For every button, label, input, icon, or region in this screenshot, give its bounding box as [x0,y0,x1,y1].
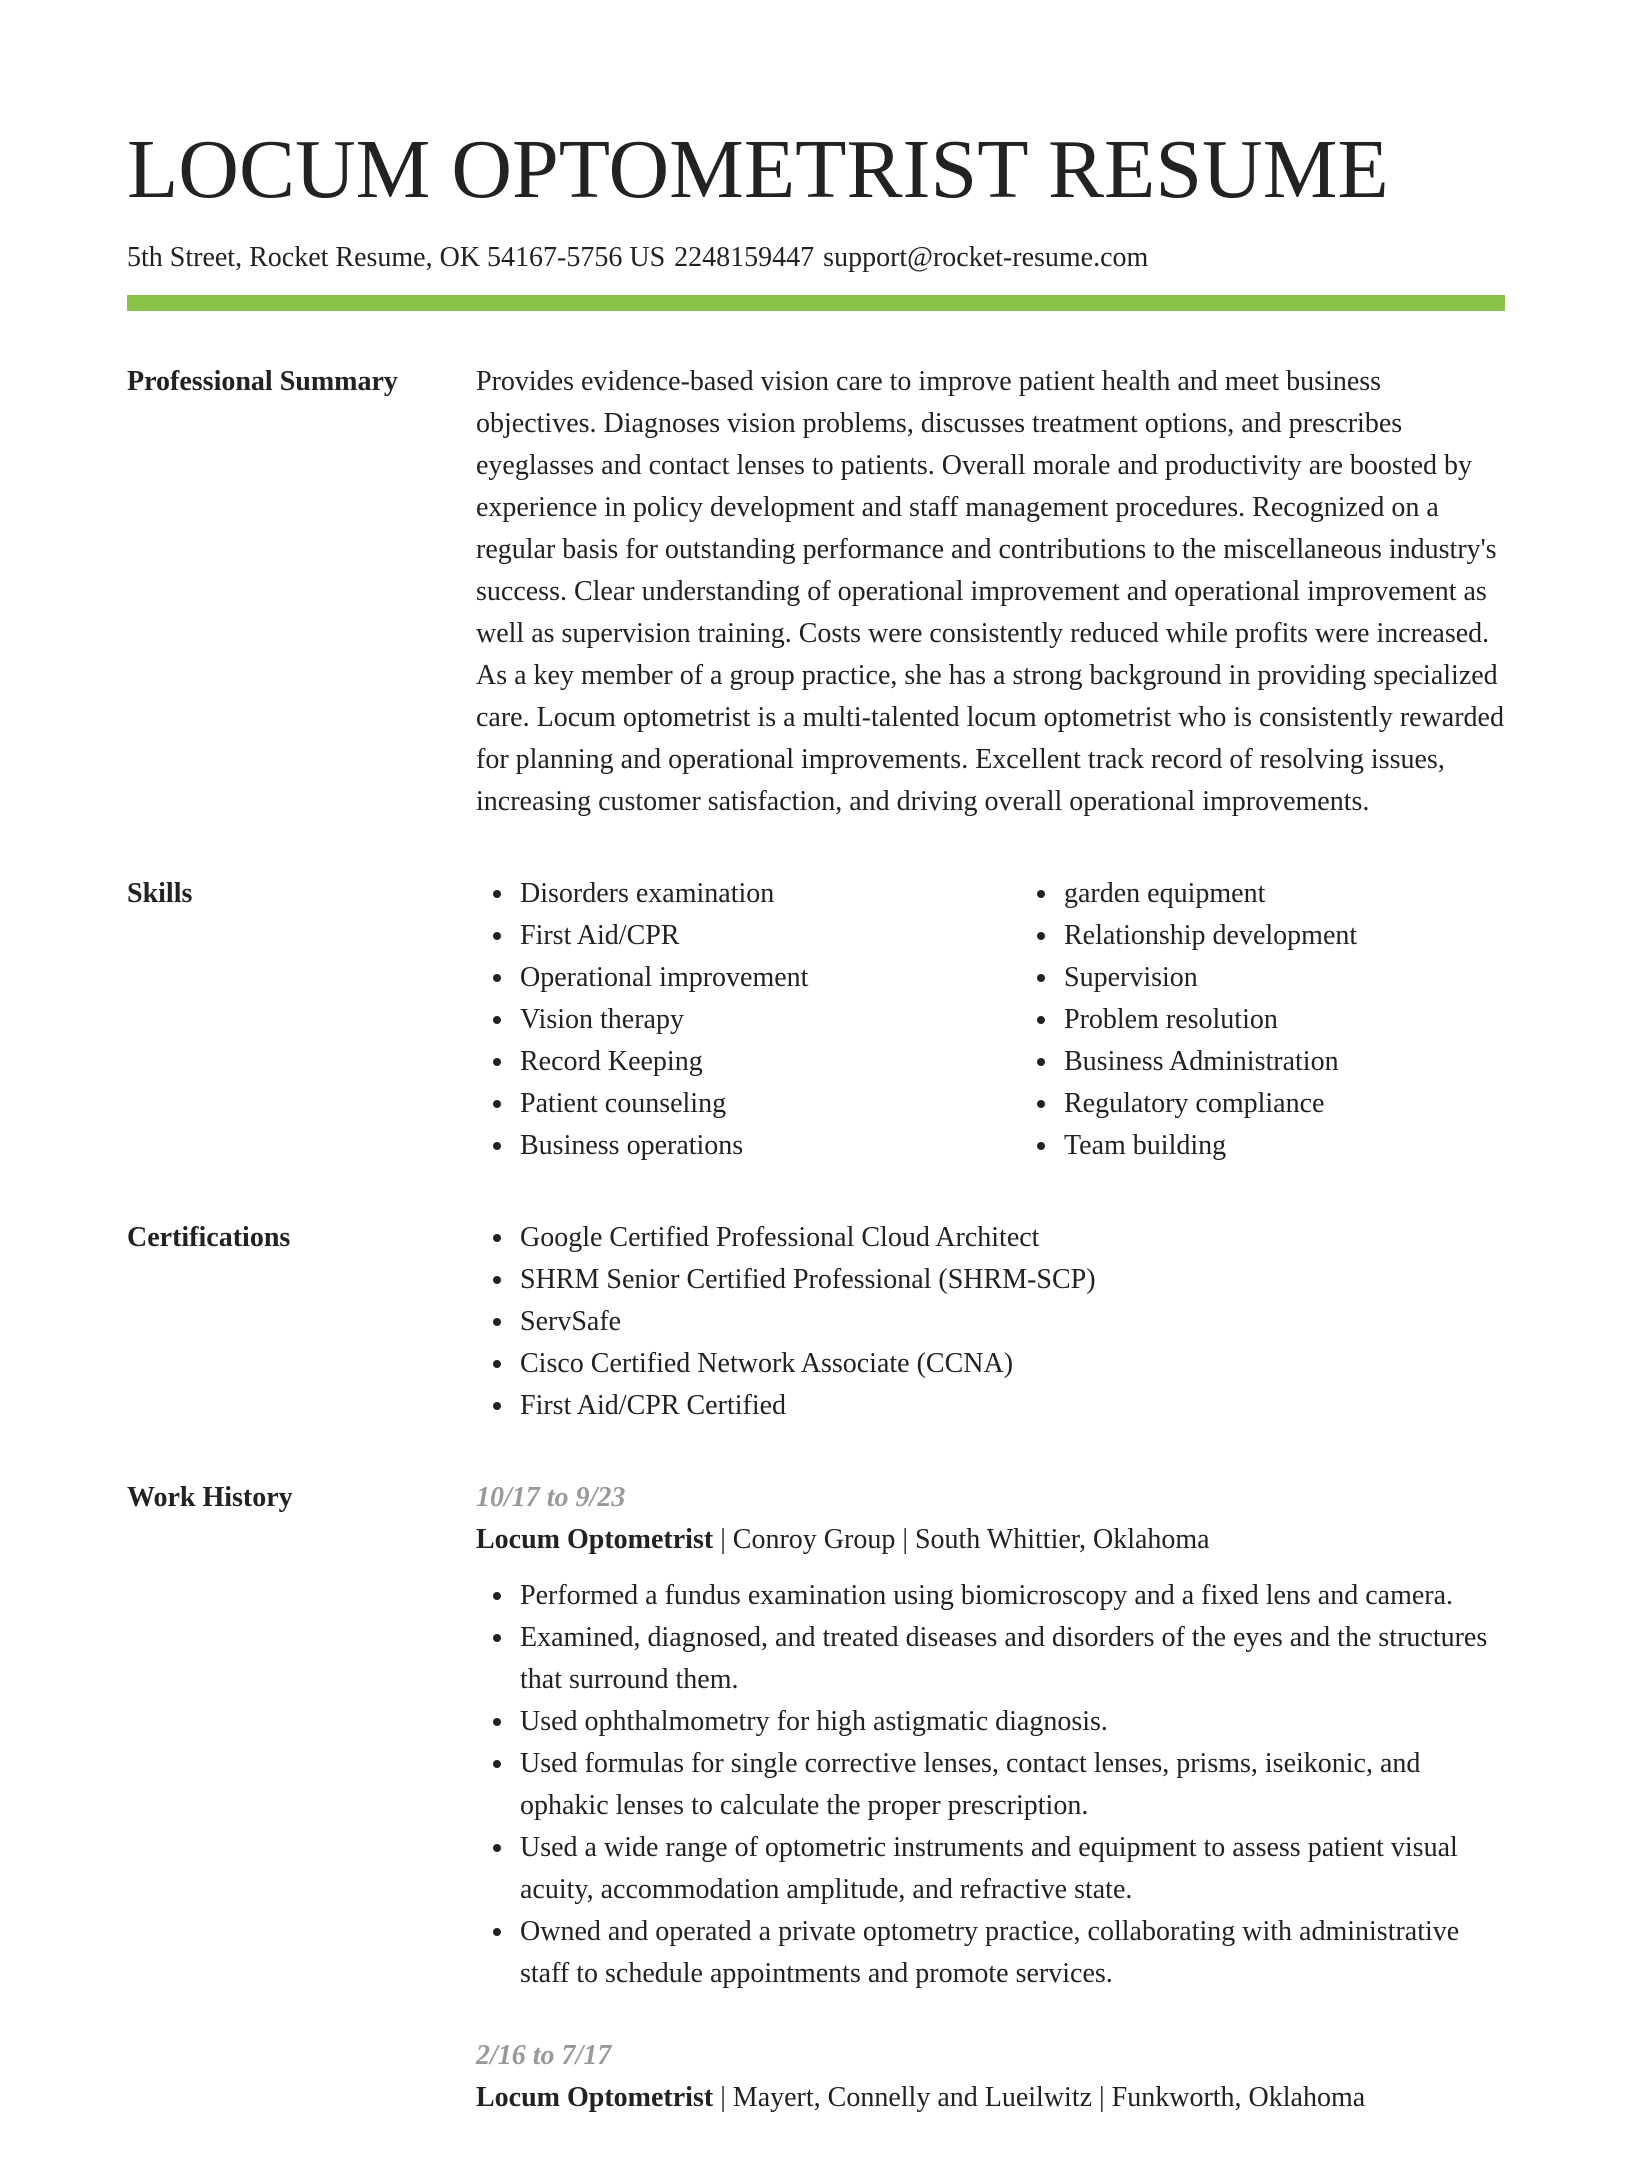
skill-item: Patient counseling [520,1083,1020,1125]
job-bullet: Used formulas for single corrective lenses, contact lenses, prisms, iseikonic, and ophakic lenses to calculate the proper prescription. [520,1743,1505,1827]
skills-list-right [1020,873,1564,1167]
work-history-section [127,1477,1505,2159]
phone: 2248159447 [674,242,815,273]
skill-item: Team building [1064,1125,1564,1167]
job-company: Mayert, Connelly and Lueilwitz [732,2082,1093,2113]
accent-divider [127,295,1505,311]
skills-body [476,873,1564,1167]
job-role: Locum Optometrist [476,1524,714,1555]
certifications-body [476,1217,1505,1427]
skill-item: garden equipment [1064,873,1564,915]
skill-item: Operational improvement [520,957,1020,999]
job-bullet: Owned and operated a private optometry practice, collaborating with administrative staff to schedule appointments and promote services. [520,1911,1505,1995]
skill-item: Problem resolution [1064,999,1564,1041]
skill-item: Disorders examination [520,873,1020,915]
skill-item: Business operations [520,1125,1020,1167]
skill-item: Business Administration [1064,1041,1564,1083]
certification-item: First Aid/CPR Certified [520,1385,1505,1427]
certification-item: SHRM Senior Certified Professional (SHRM-SCP) [520,1259,1505,1301]
separator: | [720,1524,726,1555]
separator: | [1099,2082,1105,2113]
job-dates: 2/16 to 7/17 [476,2040,612,2071]
address: 5th Street, Rocket Resume, OK 54167-5756 US [127,242,666,273]
certification-item: Cisco Certified Network Associate (CCNA) [520,1343,1505,1385]
job-entry [476,2035,1505,2119]
section-label-certifications: Certifications [127,1222,291,1253]
section-label-summary: Professional Summary [127,366,398,397]
job-dates: 10/17 to 9/23 [476,1482,626,1513]
certifications-list [476,1217,1505,1427]
skill-item: First Aid/CPR [520,915,1020,957]
email: support@rocket-resume.com [823,242,1149,273]
job-location: South Whittier, Oklahoma [914,1524,1210,1555]
skills-section [127,873,1505,1167]
separator: | [720,2082,726,2113]
summary-body [476,361,1505,823]
section-label-work-history: Work History [127,1482,293,1513]
skill-item: Regulatory compliance [1064,1083,1564,1125]
work-history-body [476,1477,1505,2159]
skill-item: Supervision [1064,957,1564,999]
skill-item: Record Keeping [520,1041,1020,1083]
job-heading [476,2077,1505,2119]
summary-text: Provides evidence-based vision care to improve patient health and meet business objectives. Diagnoses vision problems, discusses treatment options, and prescribes eyeglasses and contact lenses to patients. Overall morale and productivity are boosted by experience in policy development and staff management procedures. Recognized on a regular basis for outstanding performance and contributions to the miscellaneous industry's success. Clear understanding of operational improvement and operational improvement as well as supervision training. Costs were consistently reduced while profits were increased. As a key member of a group practice, she has a strong background in providing specialized care. Locum optometrist is a multi-talented locum optometrist who is consistently rewarded for planning and operational improvements. Excellent track record of resolving issues, increasing customer satisfaction, and driving overall operational improvements. [476,366,1504,817]
job-bullets [476,1575,1505,1995]
certifications-section [127,1217,1505,1427]
job-bullet: Used a wide range of optometric instruments and equipment to assess patient visual acuity, accommodation amplitude, and refractive state. [520,1827,1505,1911]
contact-line [127,239,1505,277]
job-bullet: Examined, diagnosed, and treated diseases and disorders of the eyes and the structures that surround them. [520,1617,1505,1701]
section-label-skills: Skills [127,878,193,909]
job-bullet: Performed a fundus examination using biomicroscopy and a fixed lens and camera. [520,1575,1505,1617]
skill-item: Relationship development [1064,915,1564,957]
job-entry [476,1477,1505,1995]
skills-list-left [476,873,1020,1167]
job-role: Locum Optometrist [476,2082,714,2113]
separator: | [902,1524,908,1555]
job-company: Conroy Group [732,1524,896,1555]
certification-item: Google Certified Professional Cloud Architect [520,1217,1505,1259]
skill-item: Vision therapy [520,999,1020,1041]
job-heading [476,1519,1505,1561]
summary-section [127,361,1505,823]
job-bullet: Used ophthalmometry for high astigmatic diagnosis. [520,1701,1505,1743]
job-location: Funkworth, Oklahoma [1111,2082,1366,2113]
resume-title: LOCUM OPTOMETRIST RESUME [127,123,1389,216]
certification-item: ServSafe [520,1301,1505,1343]
